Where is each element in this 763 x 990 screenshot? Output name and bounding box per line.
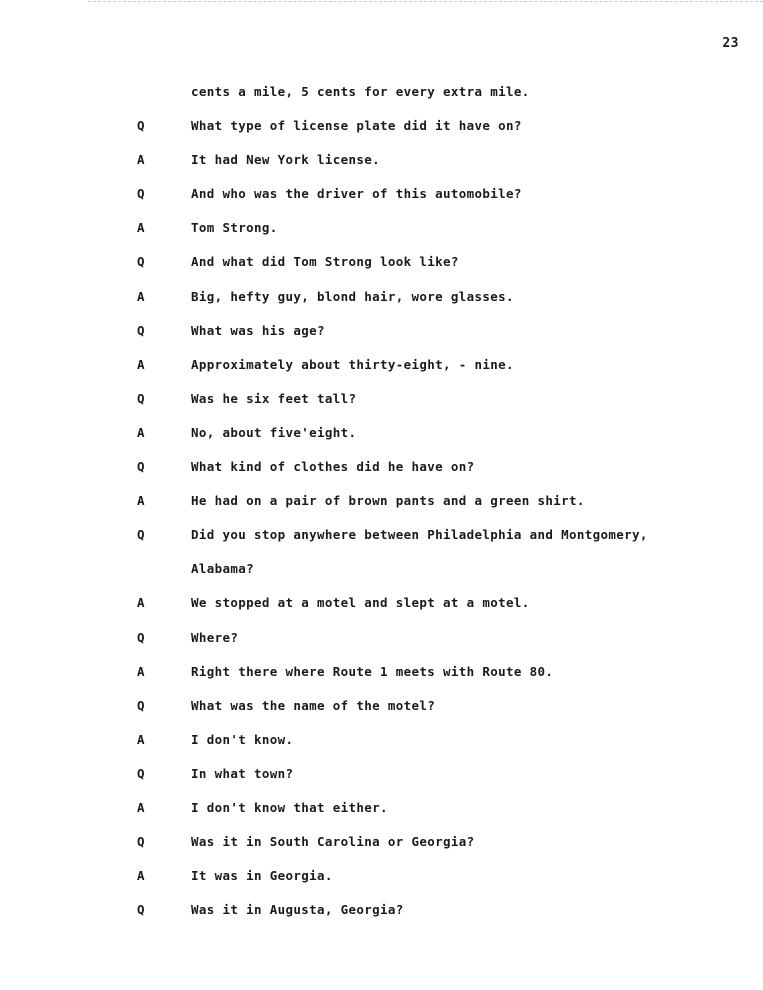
speaker-label: Q <box>137 459 145 475</box>
transcript-line <box>0 254 763 288</box>
transcript-line <box>0 459 763 493</box>
transcript-line <box>0 595 763 629</box>
speaker-label: A <box>137 356 145 372</box>
speaker-label: A <box>137 424 145 440</box>
speaker-label: Q <box>137 834 145 850</box>
speaker-label: Q <box>137 254 145 270</box>
testimony-text: I don't know. <box>191 731 294 747</box>
transcript-line <box>0 425 763 459</box>
transcript-line <box>0 220 763 254</box>
speaker-label: A <box>137 868 145 884</box>
testimony-text: Tom Strong. <box>191 220 278 236</box>
transcript-line <box>0 834 763 868</box>
testimony-text: It was in Georgia. <box>191 868 333 884</box>
page-number: 23 <box>722 36 739 51</box>
speaker-label: Q <box>137 629 145 645</box>
transcript-line <box>0 732 763 766</box>
testimony-text: Right there where Route 1 meets with Route 80. <box>191 663 554 679</box>
testimony-text: What type of license plate did it have on? <box>191 118 522 134</box>
testimony-text: It had New York license. <box>191 152 381 168</box>
transcript-line <box>0 493 763 527</box>
testimony-text: In what town? <box>191 765 294 781</box>
speaker-label: A <box>137 663 145 679</box>
transcript-line <box>0 323 763 357</box>
testimony-text: I don't know that either. <box>191 799 388 815</box>
transcript-line <box>0 391 763 425</box>
transcript-line <box>0 766 763 800</box>
speaker-label: Q <box>137 118 145 134</box>
speaker-label: Q <box>137 390 145 406</box>
speaker-label: Q <box>137 186 145 202</box>
transcript-line <box>0 118 763 152</box>
testimony-text: And who was the driver of this automobile? <box>191 186 522 202</box>
transcript-line <box>0 698 763 732</box>
speaker-label: Q <box>137 697 145 713</box>
transcript-line <box>0 357 763 391</box>
speaker-label: Q <box>137 322 145 338</box>
testimony-text: cents a mile, 5 cents for every extra mile. <box>191 84 530 99</box>
speaker-label: Q <box>137 527 145 543</box>
testimony-text: What was the name of the motel? <box>191 697 436 713</box>
testimony-text: We stopped at a motel and slept at a motel. <box>191 595 530 611</box>
transcript-line <box>0 800 763 834</box>
testimony-text: Did you stop anywhere between Philadelphia and Montgomery, <box>191 527 648 543</box>
testimony-text: What kind of clothes did he have on? <box>191 459 475 475</box>
speaker-label: A <box>137 152 145 168</box>
transcript-line <box>0 902 763 936</box>
transcript-line <box>0 152 763 186</box>
testimony-text: Where? <box>191 629 239 645</box>
speaker-label: A <box>137 220 145 236</box>
testimony-text: Was it in South Carolina or Georgia? <box>191 834 475 850</box>
transcript-line <box>0 868 763 902</box>
testimony-text: He had on a pair of brown pants and a green shirt. <box>191 493 585 509</box>
testimony-text: No, about five'eight. <box>191 424 357 440</box>
speaker-label: Q <box>137 765 145 781</box>
transcript-line <box>0 186 763 220</box>
testimony-text: Was it in Augusta, Georgia? <box>191 902 404 918</box>
speaker-label: Q <box>137 902 145 918</box>
testimony-text: Was he six feet tall? <box>191 390 357 406</box>
speaker-label: A <box>137 731 145 747</box>
speaker-label: A <box>137 595 145 611</box>
testimony-text: Big, hefty guy, blond hair, wore glasses. <box>191 288 514 304</box>
testimony-text: What was his age? <box>191 322 325 338</box>
testimony-text: Alabama? <box>191 561 255 577</box>
transcript-line <box>0 664 763 698</box>
transcript-line <box>0 289 763 323</box>
speaker-label: A <box>137 799 145 815</box>
testimony-text: Approximately about thirty-eight, - nine. <box>191 356 514 372</box>
transcript-body <box>0 84 763 936</box>
transcript-line <box>0 527 763 561</box>
page-top-border <box>88 1 763 2</box>
testimony-text: And what did Tom Strong look like? <box>191 254 459 270</box>
transcript-line <box>0 630 763 664</box>
transcript-line <box>0 84 763 118</box>
speaker-label: A <box>137 288 145 304</box>
speaker-label: A <box>137 493 145 509</box>
transcript-line <box>0 561 763 595</box>
